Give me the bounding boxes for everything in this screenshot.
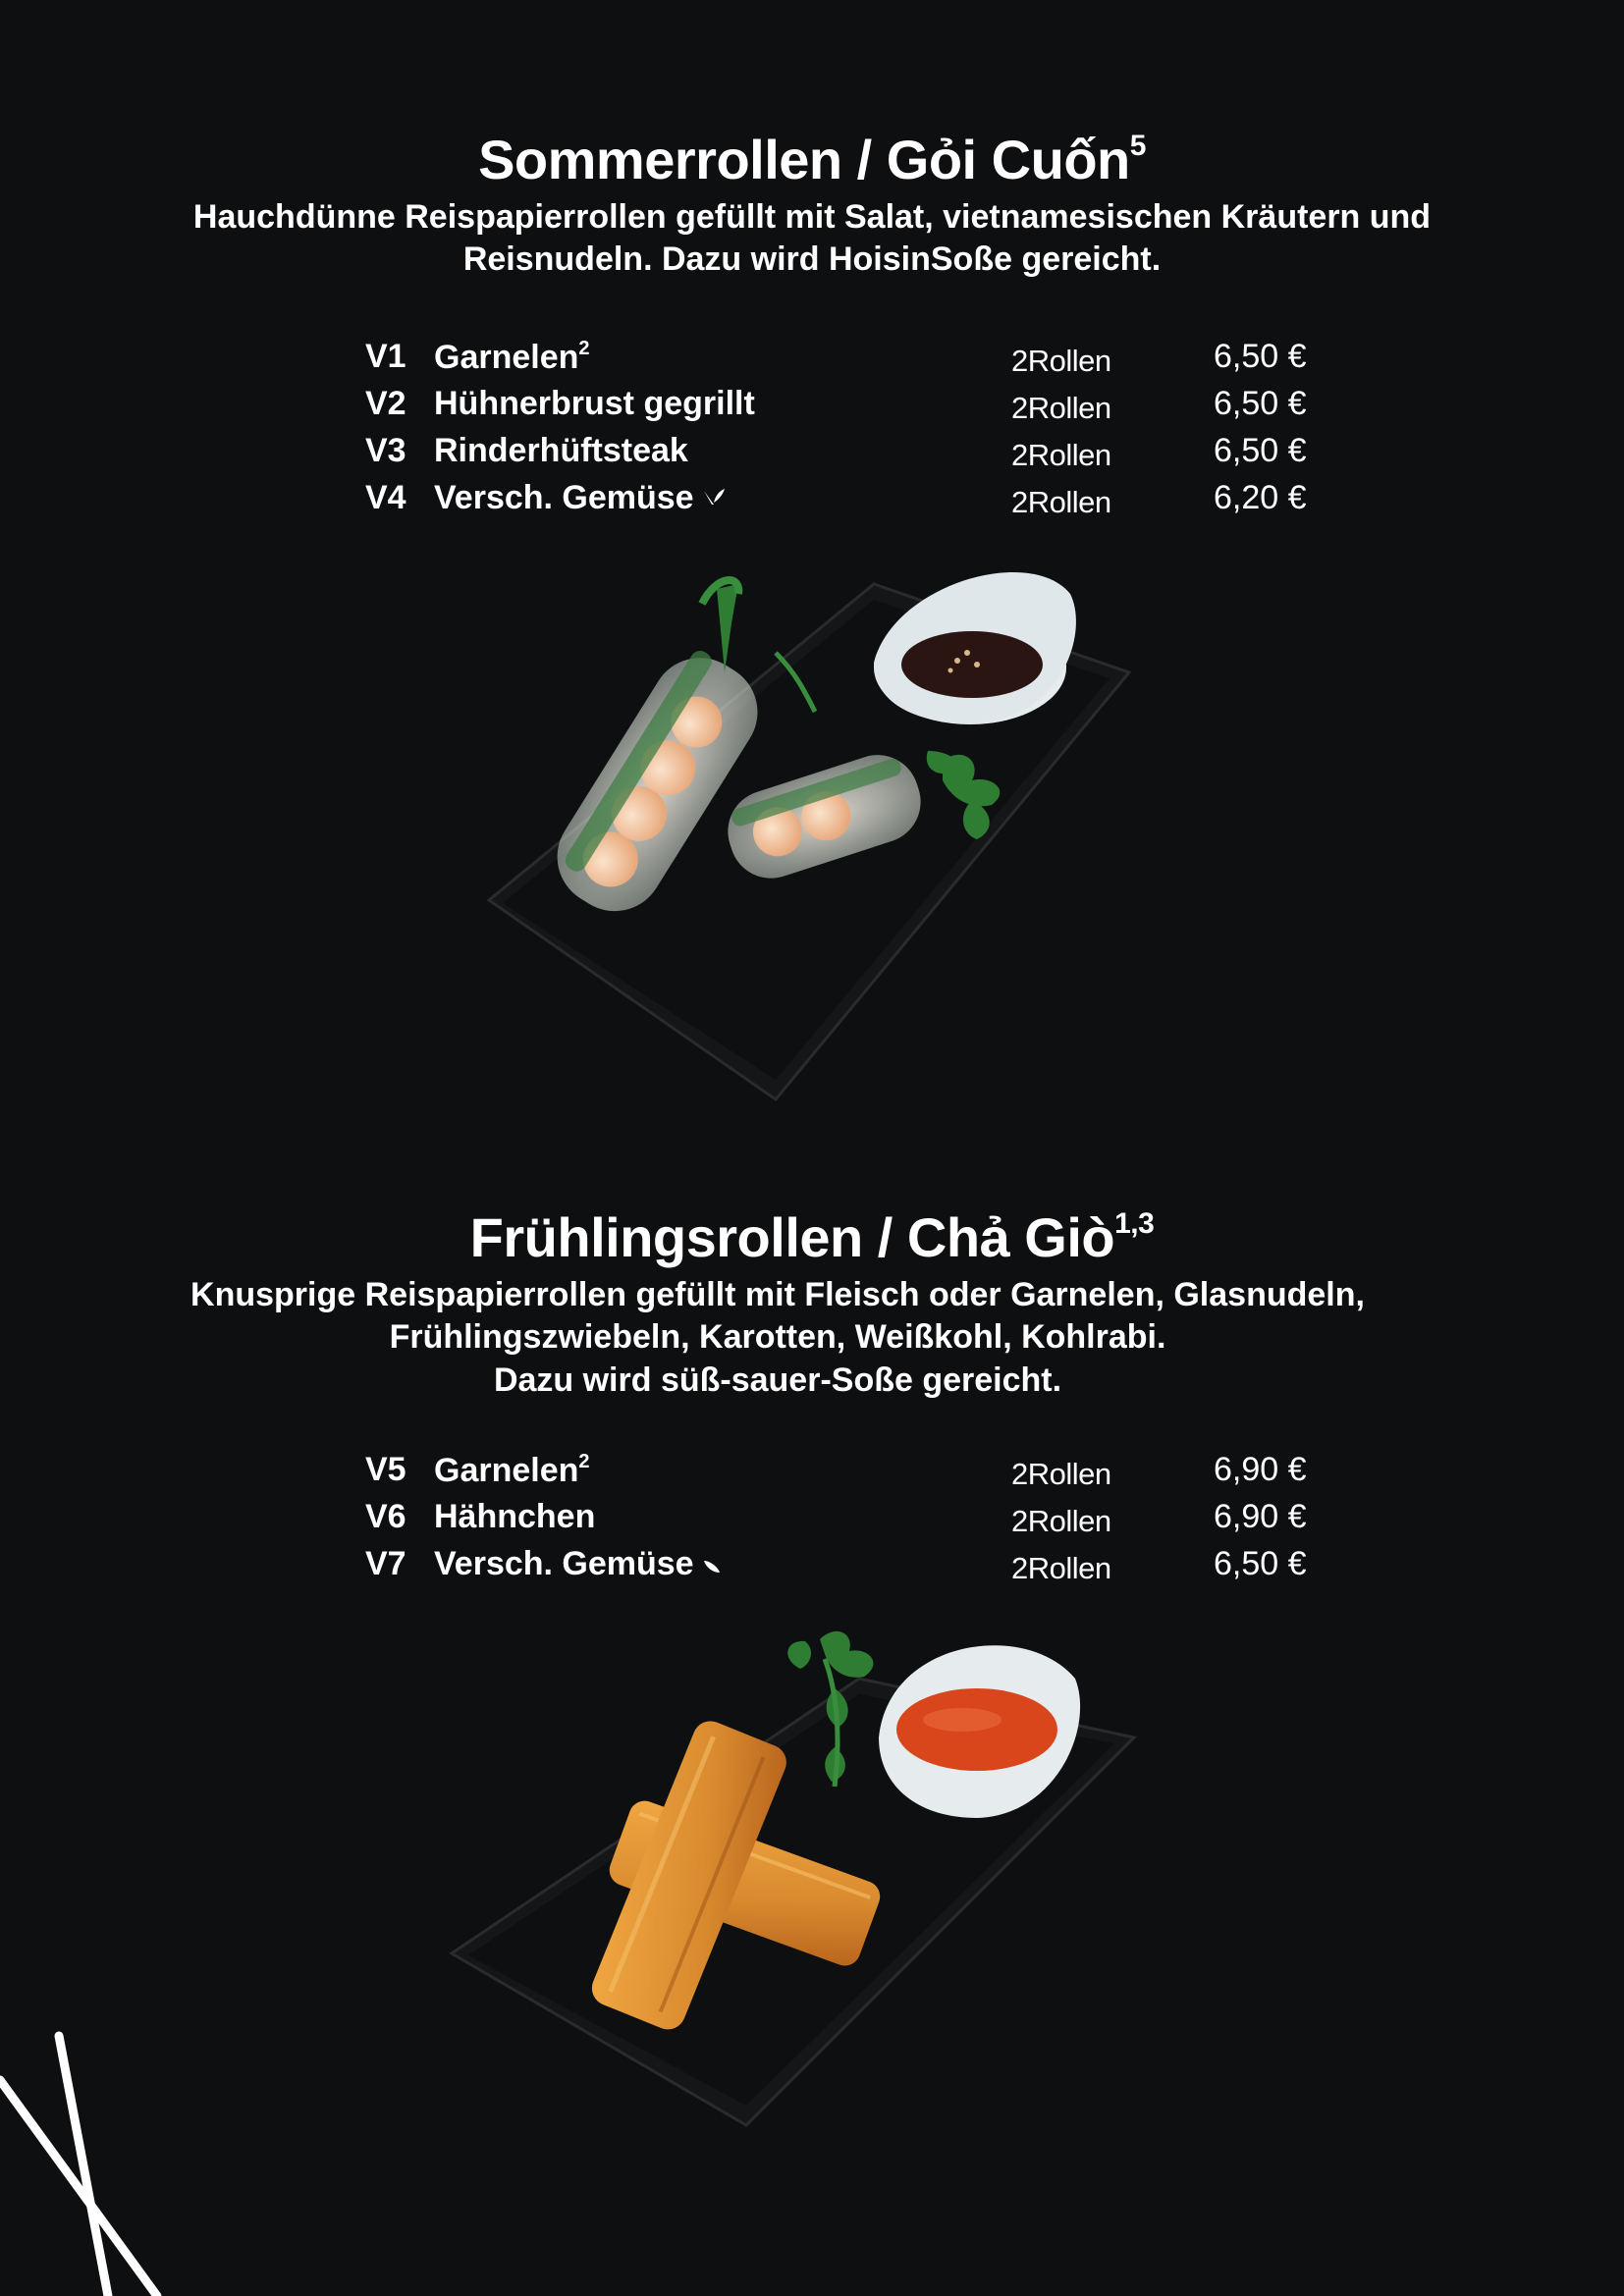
leaf-icon xyxy=(702,1545,722,1583)
item-quantity: 2Rollen xyxy=(1011,438,1111,472)
menu-item-v3 xyxy=(365,432,1318,479)
menu-item-v5 xyxy=(365,1451,1318,1498)
menu-item-v7 xyxy=(365,1545,1318,1592)
spring-rolls-photo xyxy=(447,1620,1144,2130)
item-code: V6 xyxy=(365,1498,406,1535)
chopsticks-icon xyxy=(0,2031,177,2296)
item-quantity: 2Rollen xyxy=(1011,344,1111,378)
item-price: 6,90 € xyxy=(1214,1498,1307,1535)
item-quantity: 2Rollen xyxy=(1011,1551,1111,1585)
summer-rolls-header xyxy=(0,130,1624,282)
summer-rolls-menu xyxy=(365,338,1318,526)
item-price: 6,50 € xyxy=(1214,338,1307,375)
spring-rolls-description: Knusprige Reispapierrollen gefüllt mit Fleisch oder Garnelen, Glasnudeln, Frühlingszwiebeln, Karotten, Weißkohl, Kohlrabi. Dazu wird süß-sauer-Soße gereicht. xyxy=(190,1275,1365,1399)
summer-rolls-description: Hauchdünne Reispapierrollen gefüllt mit Salat, vietnamesischen Kräutern und Reisnudeln. Dazu wird HoisinSoße gereicht. xyxy=(192,197,1432,279)
item-name: Hähnchen xyxy=(434,1498,596,1535)
item-price: 6,90 € xyxy=(1214,1451,1307,1488)
item-name: Garnelen$^2$ xyxy=(434,338,590,376)
leaf-icon xyxy=(702,479,726,517)
item-price: 6,20 € xyxy=(1214,479,1307,516)
item-quantity: 2Rollen xyxy=(1011,1504,1111,1538)
menu-item-v6 xyxy=(365,1498,1318,1545)
spring-rolls-title: Frühlingsrollen / Chả Giò$^{1,3}$ xyxy=(469,1206,1155,1268)
item-name: Versch. Gemüse xyxy=(434,1545,722,1583)
item-name: Garnelen$^2$ xyxy=(434,1451,590,1489)
spring-rolls-header xyxy=(0,1207,1624,1402)
item-price: 6,50 € xyxy=(1214,1545,1307,1582)
item-name: Rinderhüftsteak xyxy=(434,432,688,469)
summer-rolls-title: Sommerrollen / Gỏi Cuốn$^5$ xyxy=(478,129,1146,190)
item-code: V4 xyxy=(365,479,406,516)
summer-rolls-photo xyxy=(481,555,1149,1104)
item-code: V5 xyxy=(365,1451,406,1488)
item-price: 6,50 € xyxy=(1214,432,1307,469)
item-price: 6,50 € xyxy=(1214,385,1307,422)
menu-item-v1 xyxy=(365,338,1318,385)
spring-rolls-menu xyxy=(365,1451,1318,1592)
item-quantity: 2Rollen xyxy=(1011,485,1111,519)
item-name: Hühnerbrust gegrillt xyxy=(434,385,755,422)
item-code: V7 xyxy=(365,1545,406,1582)
item-name: Versch. Gemüse xyxy=(434,479,726,517)
menu-item-v2 xyxy=(365,385,1318,432)
item-quantity: 2Rollen xyxy=(1011,391,1111,425)
menu-item-v4 xyxy=(365,479,1318,526)
item-code: V1 xyxy=(365,338,406,375)
item-code: V2 xyxy=(365,385,406,422)
item-code: V3 xyxy=(365,432,406,469)
item-quantity: 2Rollen xyxy=(1011,1457,1111,1491)
